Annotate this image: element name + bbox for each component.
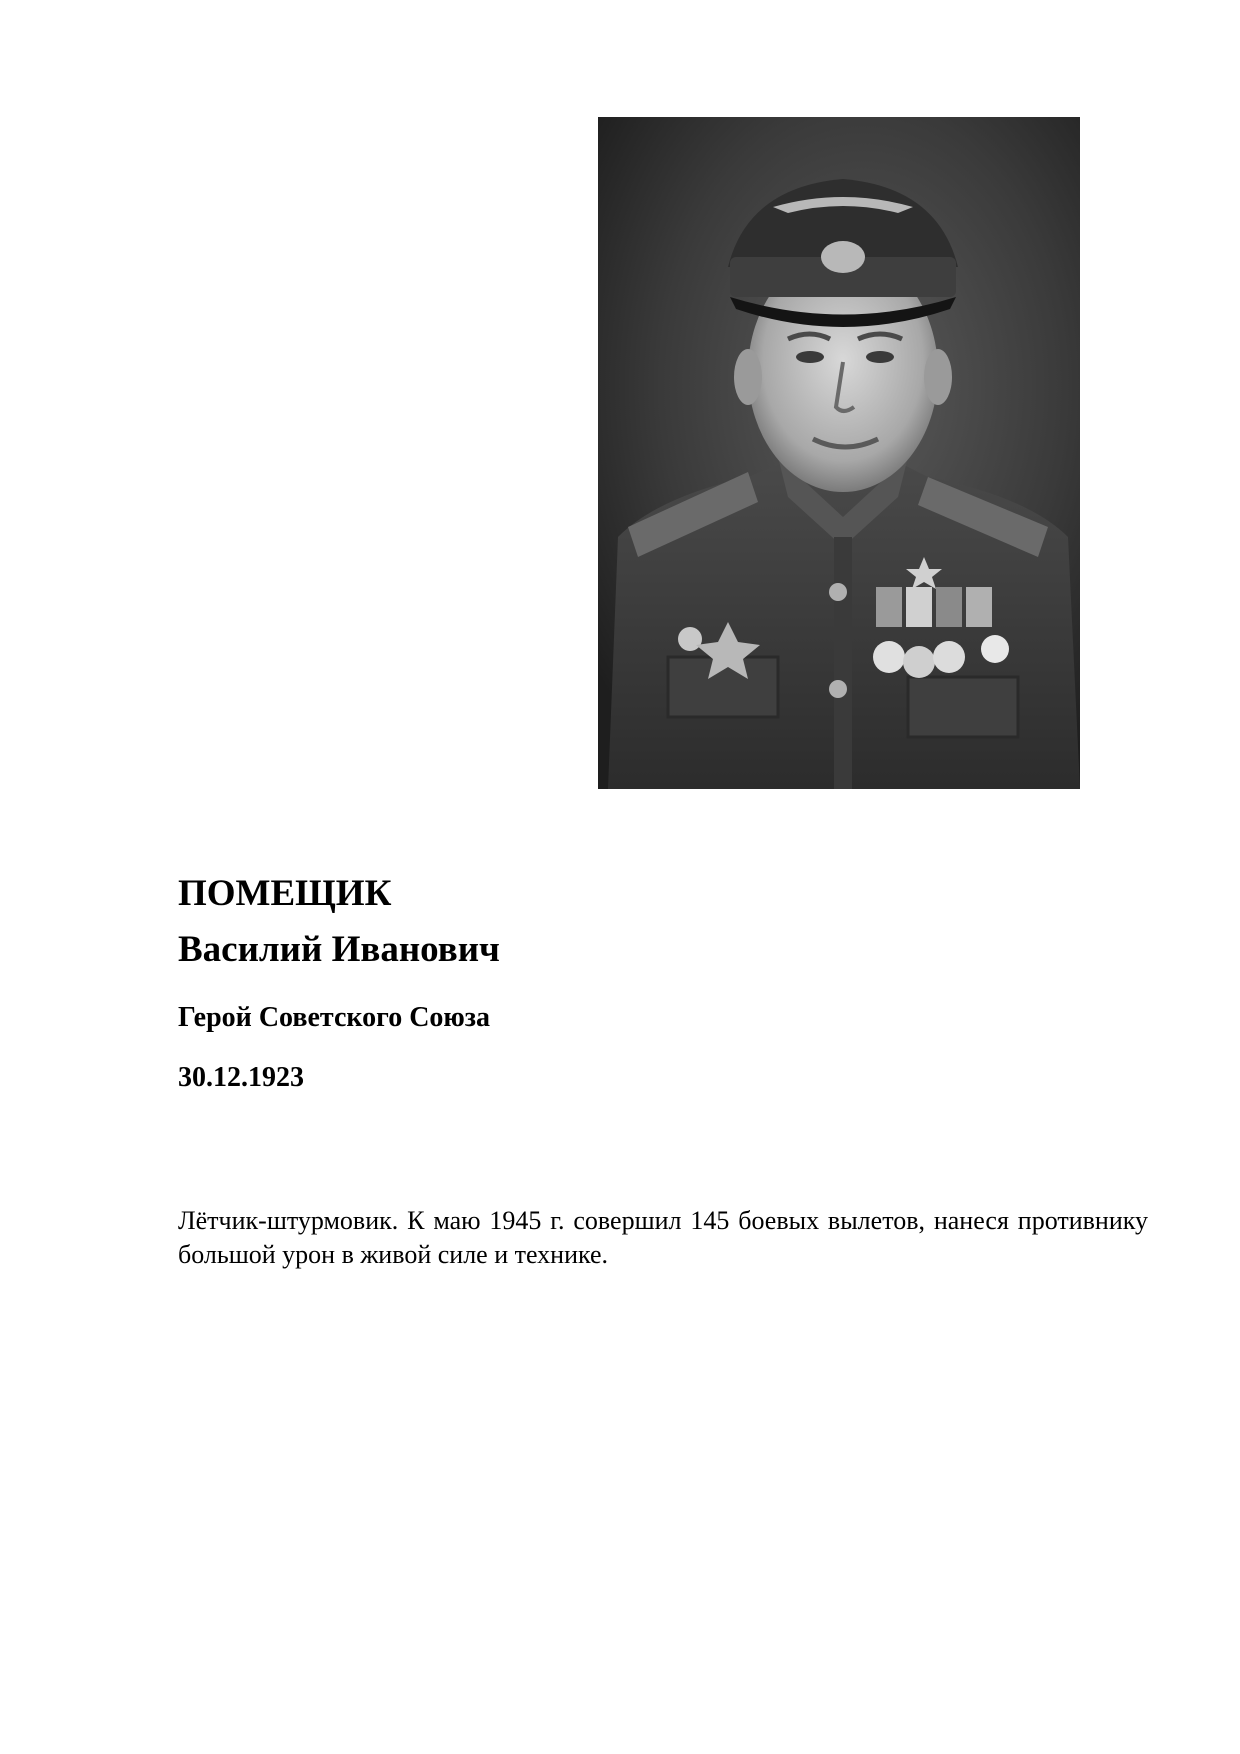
portrait-image <box>598 117 1080 789</box>
person-surname: ПОМЕЩИК <box>178 873 392 914</box>
person-given-names: Василий Иванович <box>178 929 500 970</box>
portrait-photo <box>598 117 1080 789</box>
person-birth-date: 30.12.1923 <box>178 1062 304 1093</box>
biography-text: Лётчик-штурмовик. К маю 1945 г. совершил 145 боевых вылетов, нанеся противнику большой урон в живой силе и технике. <box>178 1206 1148 1269</box>
person-title: Герой Советского Союза <box>178 1002 491 1033</box>
